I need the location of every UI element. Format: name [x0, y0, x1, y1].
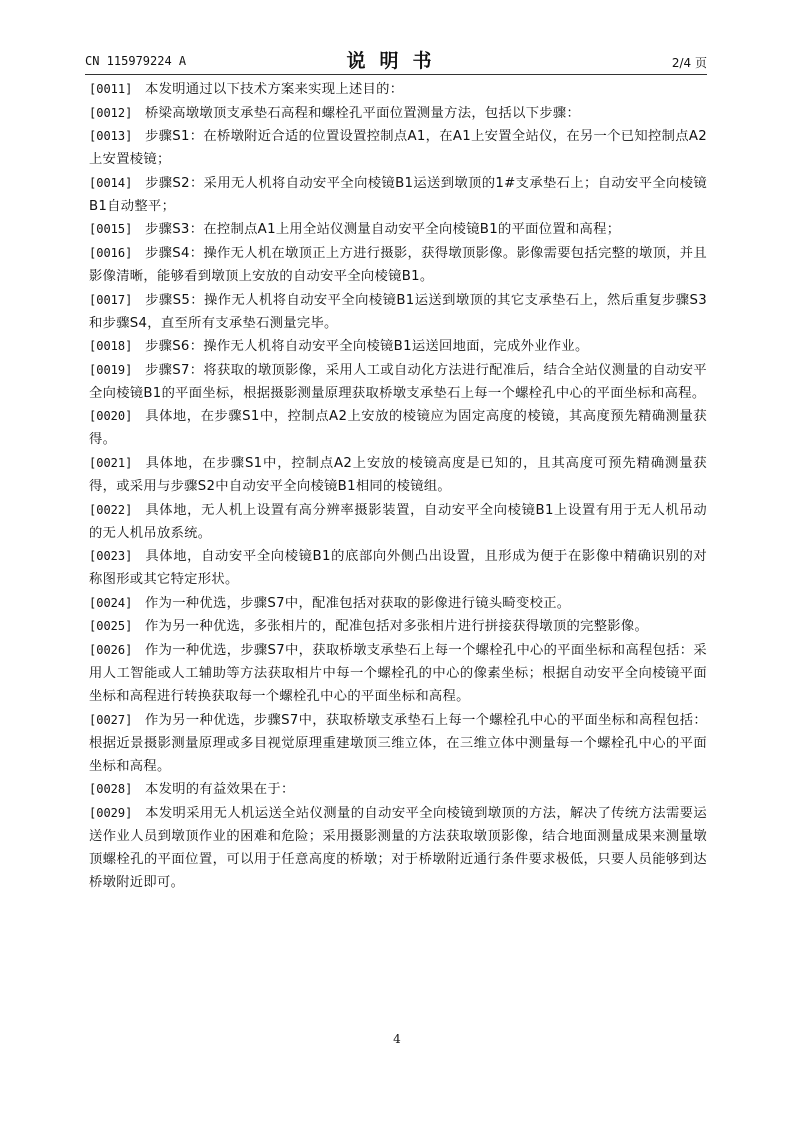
paragraph-number: [0015]	[89, 222, 133, 237]
paragraph-0025	[89, 615, 707, 638]
page-indicator: 2/4 页	[671, 56, 707, 70]
paragraph-number: [0027]	[89, 712, 133, 727]
paragraph-0014	[89, 172, 707, 218]
paragraph-0012	[89, 102, 707, 125]
paragraph-text: 本发明通过以下技术方案来实现上述目的：	[145, 82, 404, 97]
paragraph-text: 本发明采用无人机运送全站仪测量的自动安平全向棱镜到墩顶的方法，解决了传统方法需要运送作业人员到墩顶作业的困难和危险；采用摄影测量的方法获取墩顶影像，结合地面测量成果来测量墩顶螺栓孔的平面位置，可以用于任意高度的桥墩；对于桥墩附近通行条件要求极低，只要人员能够到达桥墩附近即可。	[89, 805, 707, 890]
paragraph-number: [0011]	[89, 82, 133, 96]
paragraph-0028	[89, 778, 707, 801]
paragraph-0027	[89, 709, 707, 778]
paragraph-0011	[89, 78, 707, 101]
paragraph-text: 具体地，自动安平全向棱镜B1的底部向外侧凸出设置，且形成为便于在影像中精确识别的对称图形或其它特定形状。	[89, 549, 707, 588]
paragraph-text: 具体地，在步骤S1中，控制点A2上安放的棱镜高度是已知的，且其高度可预先精确测量获得，或采用与步骤S2中自动安平全向棱镜B1相同的棱镜组。	[89, 455, 707, 494]
paragraph-text: 具体地，无人机上设置有高分辨率摄影装置，自动安平全向棱镜B1上设置有用于无人机吊动的无人机吊放系统。	[89, 502, 707, 541]
paragraph-0019	[89, 359, 707, 405]
paragraph-0017	[89, 289, 707, 335]
paragraph-number: [0022]	[89, 502, 133, 517]
paragraph-text: 桥梁高墩墩顶支承垫石高程和螺栓孔平面位置测量方法，包括以下步骤：	[145, 105, 581, 121]
paragraph-number: [0018]	[89, 339, 133, 354]
paragraph-number: [0012]	[89, 105, 133, 120]
paragraph-text: 作为一种优选，步骤S7中，配准包括对获取的影像进行镜头畸变校正。	[145, 595, 571, 611]
paragraph-text: 作为一种优选，步骤S7中，获取桥墩支承垫石上每一个螺栓孔中心的平面坐标和高程包括：采用人工智能或人工辅助等方法获取相片中每一个螺栓孔的中心的像素坐标；根据自动安平全向棱镜平面坐标和高程进行转换获取每一个螺栓孔中心的平面坐标和高程。	[89, 642, 707, 704]
paragraph-text: 步骤S3：在控制点A1上用全站仪测量自动安平全向棱镜B1的平面位置和高程；	[145, 222, 621, 238]
paragraph-0016	[89, 242, 707, 288]
paragraph-text: 本发明的有益效果在于：	[145, 782, 295, 798]
paragraph-number: [0023]	[89, 549, 133, 564]
paragraph-number: [0025]	[89, 619, 133, 634]
publication-number: CN 115979224 A	[85, 54, 187, 68]
paragraph-0022	[89, 499, 707, 545]
paragraph-number: [0026]	[89, 642, 133, 657]
paragraph-text: 步骤S1：在桥墩附近合适的位置设置控制点A1，在A1上安置全站仪，在另一个已知控制点A2上安置棱镜；	[89, 129, 707, 168]
paragraph-text: 步骤S4：操作无人机在墩顶正上方进行摄影，获得墩顶影像。影像需要包括完整的墩顶，并且影像清晰，能够看到墩顶上安放的自动安平全向棱镜B1。	[89, 245, 707, 284]
paragraph-number: [0014]	[89, 175, 133, 190]
paragraph-0029	[89, 802, 707, 894]
paragraph-0020	[89, 405, 707, 451]
paragraph-number: [0021]	[89, 455, 133, 470]
paragraph-0024	[89, 592, 707, 615]
page-header	[85, 40, 707, 74]
paragraph-text: 步骤S5：操作无人机将自动安平全向棱镜B1运送到墩顶的其它支承垫石上，然后重复步骤S3和步骤S4，直至所有支承垫石测量完毕。	[89, 292, 707, 331]
paragraph-0018	[89, 335, 707, 358]
paragraph-number: [0024]	[89, 595, 133, 610]
document-title: 说明书	[346, 50, 446, 72]
paragraph-text: 具体地，在步骤S1中，控制点A2上安放的棱镜应为固定高度的棱镜，其高度预先精确测量获得。	[89, 409, 707, 448]
paragraph-number: [0019]	[89, 362, 133, 377]
paragraph-0026	[89, 639, 707, 708]
document-body	[89, 78, 707, 894]
paragraph-number: [0013]	[89, 129, 133, 144]
paragraph-0015	[89, 218, 707, 241]
paragraph-number: [0028]	[89, 782, 133, 797]
header-divider	[85, 74, 707, 75]
paragraph-0021	[89, 452, 707, 498]
page-number: 4	[393, 1032, 401, 1046]
paragraph-0023	[89, 545, 707, 591]
paragraph-number: [0020]	[89, 409, 133, 424]
paragraph-text: 步骤S2：采用无人机将自动安平全向棱镜B1运送到墩顶的1#支承垫石上；自动安平全向棱镜B1自动整平；	[89, 175, 707, 214]
paragraph-number: [0029]	[89, 805, 133, 820]
paragraph-text: 作为另一种优选，步骤S7中，获取桥墩支承垫石上每一个螺栓孔中心的平面坐标和高程包括：根据近景摄影测量原理或多目视觉原理重建墩顶三维立体，在三维立体中测量每一个螺栓孔中心的平面坐标和高程。	[89, 712, 707, 774]
paragraph-0013	[89, 125, 707, 171]
paragraph-number: [0017]	[89, 292, 133, 307]
paragraph-text: 步骤S7：将获取的墩顶影像，采用人工或自动化方法进行配准后，结合全站仪测量的自动安平全向棱镜B1的平面坐标，根据摄影测量原理获取桥墩支承垫石上每一个螺栓孔中心的平面坐标和高程。	[89, 362, 707, 401]
paragraph-text: 步骤S6：操作无人机将自动安平全向棱镜B1运送回地面，完成外业作业。	[145, 339, 589, 355]
paragraph-text: 作为另一种优选，多张相片的，配准包括对多张相片进行拼接获得墩顶的完整影像。	[145, 619, 649, 635]
paragraph-number: [0016]	[89, 245, 133, 260]
